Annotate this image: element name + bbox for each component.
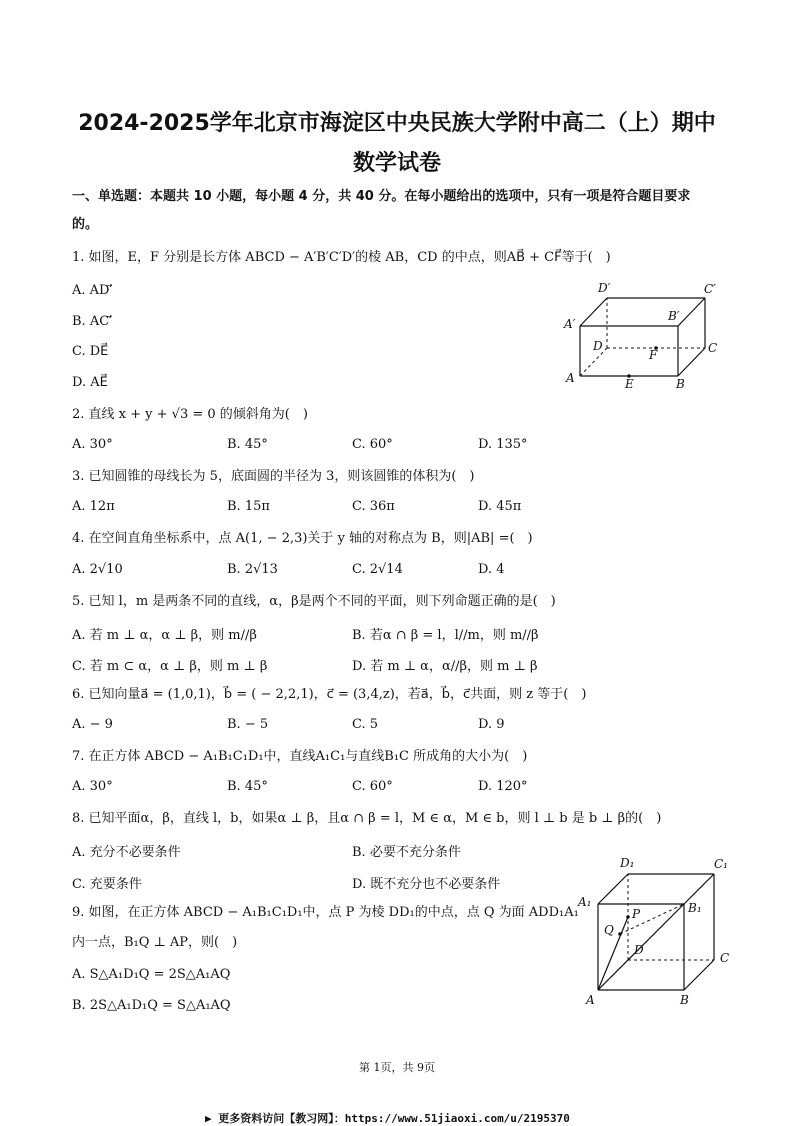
question-7-stem: 7. 在正方体 ABCD − A₁B₁C₁D₁中，直线A₁C₁与直线B₁C 所成角的大小为( ) (72, 749, 528, 764)
fig1-label-d1: D′ (598, 281, 611, 295)
question-1-option-c: C. DE⃗ (72, 344, 109, 359)
fig2-label-d: D (634, 943, 644, 957)
question-2-option-b: B. 45° (227, 437, 268, 452)
question-2-option-c: C. 60° (352, 437, 393, 452)
fig2-label-a: A (586, 993, 595, 1007)
question-7-option-d: D. 120° (478, 779, 528, 794)
question-5-option-a: A. 若 m ⊥ α，α ⊥ β，则 m//β (72, 628, 257, 643)
question-5-options-row1 (72, 624, 632, 642)
fig2-label-q: Q (604, 923, 614, 937)
question-3-option-b: B. 15π (227, 499, 270, 514)
question-8-option-c: C. 充要条件 (72, 877, 142, 892)
question-4-option-a: A. 2√10 (72, 562, 123, 577)
question-4-stem: 4. 在空间直角坐标系中，点 A(1, − 2,3)关于 y 轴的对称点为 B，则|AB| =( ) (72, 531, 533, 546)
question-4-option-c: C. 2√14 (352, 562, 403, 577)
question-5-stem: 5. 已知 l，m 是两条不同的直线，α，β是两个不同的平面，则下列命题正确的是( ) (72, 594, 556, 609)
question-5-options-row2 (72, 655, 632, 673)
question-9-option-b: B. 2S△A₁D₁Q = S△A₁AQ (72, 998, 231, 1013)
question-5-option-c: C. 若 m ⊂ α，α ⊥ β，则 m ⊥ β (72, 659, 268, 674)
fig1-label-e: E (625, 377, 634, 391)
fig1-label-c: C (708, 341, 718, 355)
question-9-stem-cont: 内一点，B₁Q ⊥ AP，则( ) (72, 935, 238, 950)
fig1-label-c1: C′ (704, 282, 716, 296)
question-6-option-c: C. 5 (352, 717, 379, 732)
question-4-options (72, 562, 632, 580)
question-8-option-d: D. 既不充分也不必要条件 (352, 877, 501, 892)
question-4-option-d: D. 4 (478, 562, 505, 577)
question-6-option-d: D. 9 (478, 717, 505, 732)
page-number: 第 1页，共 9页 (359, 1061, 435, 1074)
question-2-option-d: D. 135° (478, 437, 528, 452)
question-3-options (72, 499, 632, 517)
question-2-options (72, 437, 632, 455)
question-3-stem: 3. 已知圆锥的母线长为 5，底面圆的半径为 3，则该圆锥的体积为( ) (72, 469, 475, 484)
section-heading: 一、单选题：本题共 10 小题，每小题 4 分，共 40 分。在每小题给出的选项中，只有一项是符合题目要求 (72, 189, 691, 204)
fig2-label-a1: A₁ (578, 895, 592, 909)
question-3-option-d: D. 45π (478, 499, 522, 514)
question-3-option-c: C. 36π (352, 499, 395, 514)
paper-title: 2024-2025学年北京市海淀区中央民族大学附中高二（上）期中 (78, 111, 716, 136)
question-9-option-a: A. S△A₁D₁Q = 2S△A₁AQ (72, 967, 231, 982)
question-7-option-c: C. 60° (352, 779, 393, 794)
cube-figure (572, 852, 742, 1012)
paper-subtitle: 数学试卷 (352, 151, 441, 176)
question-6-stem: 6. 已知向量a⃗ = (1,0,1)，b⃗ = ( − 2,2,1)，c⃗ = (3,4,z)，若a⃗，b⃗，c⃗共面，则 z 等于( ) (72, 687, 587, 702)
question-1-option-b: B. AC′⃗ (72, 314, 113, 329)
fig2-label-p: P (632, 907, 641, 921)
question-1-option-d: D. AE⃗ (72, 375, 108, 390)
resource-link[interactable]: ▶ 更多资料访问【教习网】：https://www.51jiaoxi.com/u/2195370 (205, 1112, 570, 1125)
question-2-option-a: A. 30° (72, 437, 113, 452)
fig2-label-b1: B₁ (688, 901, 702, 915)
question-3-option-a: A. 12π (72, 499, 115, 514)
fig1-label-a1: A′ (564, 317, 576, 331)
fig2-label-c: C (720, 951, 730, 965)
fig1-label-b: B (676, 377, 685, 391)
question-8-option-b: B. 必要不充分条件 (352, 845, 461, 860)
fig1-label-b1: B′ (668, 309, 680, 323)
question-1-stem: 1. 如图，E，F 分别是长方体 ABCD − A′B′C′D′的棱 AB，CD 的中点，则AB⃗ + CF⃗等于( ) (72, 250, 611, 265)
question-7-options (72, 779, 632, 797)
fig2-label-b: B (680, 993, 689, 1007)
fig1-label-f: F (649, 348, 658, 362)
question-8-stem: 8. 已知平面α，β，直线 l，b，如果α ⊥ β，且α ∩ β = l，M ∈ α，M ∈ b，则 l ⊥ b 是 b ⊥ β的( ) (72, 811, 662, 826)
fig1-label-d: D (593, 339, 603, 353)
question-8-options-row1 (72, 841, 632, 859)
question-7-option-a: A. 30° (72, 779, 113, 794)
question-7-option-b: B. 45° (227, 779, 268, 794)
section-heading-cont: 的。 (72, 217, 99, 232)
fig1-label-a: A (566, 371, 575, 385)
question-8-options-row2 (72, 873, 632, 891)
question-6-options (72, 717, 632, 735)
question-9-stem: 9. 如图，在正方体 ABCD − A₁B₁C₁D₁中，点 P 为棱 DD₁的中点，点 Q 为面 ADD₁A₁ (72, 905, 579, 920)
question-2-stem: 2. 直线 x + y + √3 = 0 的倾斜角为( ) (72, 407, 308, 422)
question-6-option-b: B. − 5 (227, 717, 269, 732)
question-4-option-b: B. 2√13 (227, 562, 278, 577)
question-5-option-d: D. 若 m ⊥ α，α//β，则 m ⊥ β (352, 659, 538, 674)
fig2-label-d1: D₁ (620, 856, 635, 870)
cuboid-figure (560, 278, 725, 393)
question-1-option-a: A. AD′⃗ (72, 283, 113, 298)
fig2-label-c1: C₁ (714, 857, 728, 871)
question-6-option-a: A. − 9 (72, 717, 113, 732)
question-5-option-b: B. 若α ∩ β = l，l//m，则 m//β (352, 628, 539, 643)
question-8-option-a: A. 充分不必要条件 (72, 845, 181, 860)
